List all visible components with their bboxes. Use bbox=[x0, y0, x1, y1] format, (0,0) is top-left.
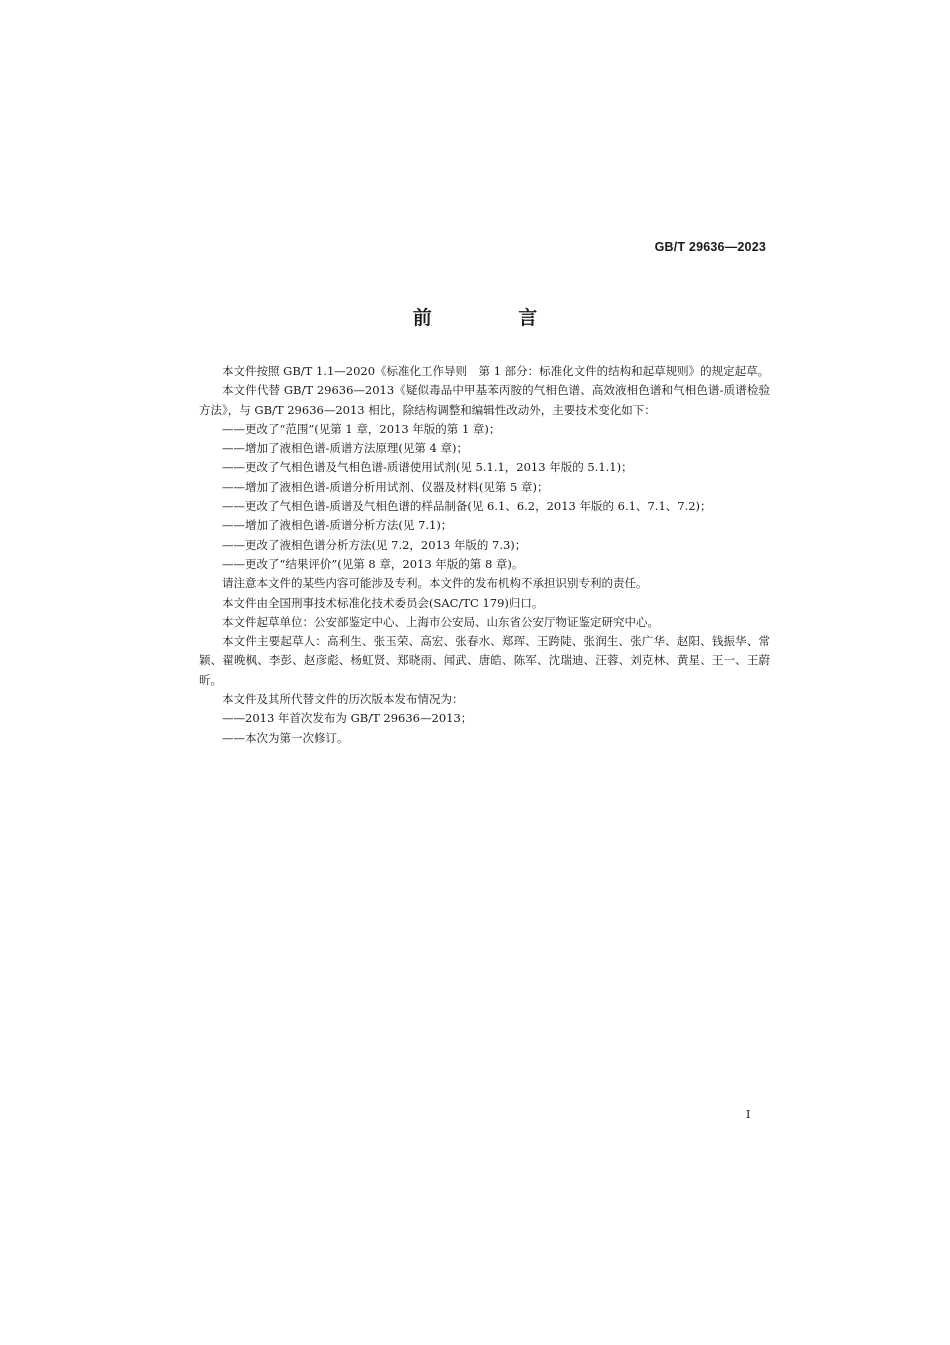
paragraph-replaces: 本文件代替 GB/T 29636—2013《疑似毒品中甲基苯丙胺的气相色谱、高效液相色谱和气相色谱-质谱检验方法》，与 GB/T 29636—2013 相比，除结构调整和编辑性改动外，主要技术变化如下： bbox=[199, 383, 770, 417]
change-item: ——更改了气相色谱-质谱及气相色谱的样品制备(见 6.1、6.2，2013 年版的 6.1、7.1、7.2)； bbox=[222, 499, 712, 514]
change-item: ——更改了液相色谱分析方法(见 7.2，2013 年版的 7.3)； bbox=[222, 537, 527, 552]
paragraph-history-intro: 本文件及其所代替文件的历次版本发布情况为： bbox=[222, 692, 464, 707]
page-title: 前 言 bbox=[412, 307, 578, 329]
paragraph-drafting-rules: 本文件按照 GB/T 1.1—2020《标准化工作导则 第 1 部分：标准化文件的结构和起草规则》的规定起草。 bbox=[222, 364, 770, 378]
paragraph-patent-notice: 请注意本文件的某些内容可能涉及专利。本文件的发布机构不承担识别专利的责任。 bbox=[222, 576, 648, 591]
change-item: ——更改了“范围”(见第 1 章，2013 年版的第 1 章)； bbox=[222, 421, 501, 436]
change-item: ——更改了气相色谱及气相色谱-质谱使用试剂(见 5.1.1，2013 年版的 5.1.1)； bbox=[222, 460, 633, 475]
change-item: ——增加了液相色谱-质谱分析用试剂、仪器及材料(见第 5 章)； bbox=[222, 479, 549, 494]
paragraph-drafters: 本文件主要起草人：高利生、张玉荣、高宏、张春水、郑珲、王跨陡、张润生、张广华、赵阳、钱振华、常颖、翟晚枫、李彭、赵彦彪、杨虹贤、郑晓雨、闻武、唐皓、陈军、沈瑞迪、汪蓉、刘克林、黄星、王一、王蔚昕。 bbox=[199, 634, 770, 687]
foreword-body bbox=[199, 362, 770, 748]
history-item: ——本次为第一次修订。 bbox=[222, 730, 349, 745]
change-item: ——更改了“结果评价”(见第 8 章，2013 年版的第 8 章)。 bbox=[222, 556, 524, 571]
paragraph-committee: 本文件由全国刑事技术标准化技术委员会(SAC/TC 179)归口。 bbox=[222, 595, 544, 610]
standard-code: GB/T 29636—2023 bbox=[654, 240, 766, 254]
history-item: ——2013 年首次发布为 GB/T 29636—2013； bbox=[222, 711, 473, 726]
change-item: ——增加了液相色谱-质谱方法原理(见第 4 章)； bbox=[222, 441, 468, 456]
page-number: I bbox=[746, 1108, 751, 1121]
paragraph-drafting-units: 本文件起草单位：公安部鉴定中心、上海市公安局、山东省公安厅物证鉴定研究中心。 bbox=[222, 614, 659, 629]
change-item: ——增加了液相色谱-质谱分析方法(见 7.1)； bbox=[222, 518, 453, 533]
